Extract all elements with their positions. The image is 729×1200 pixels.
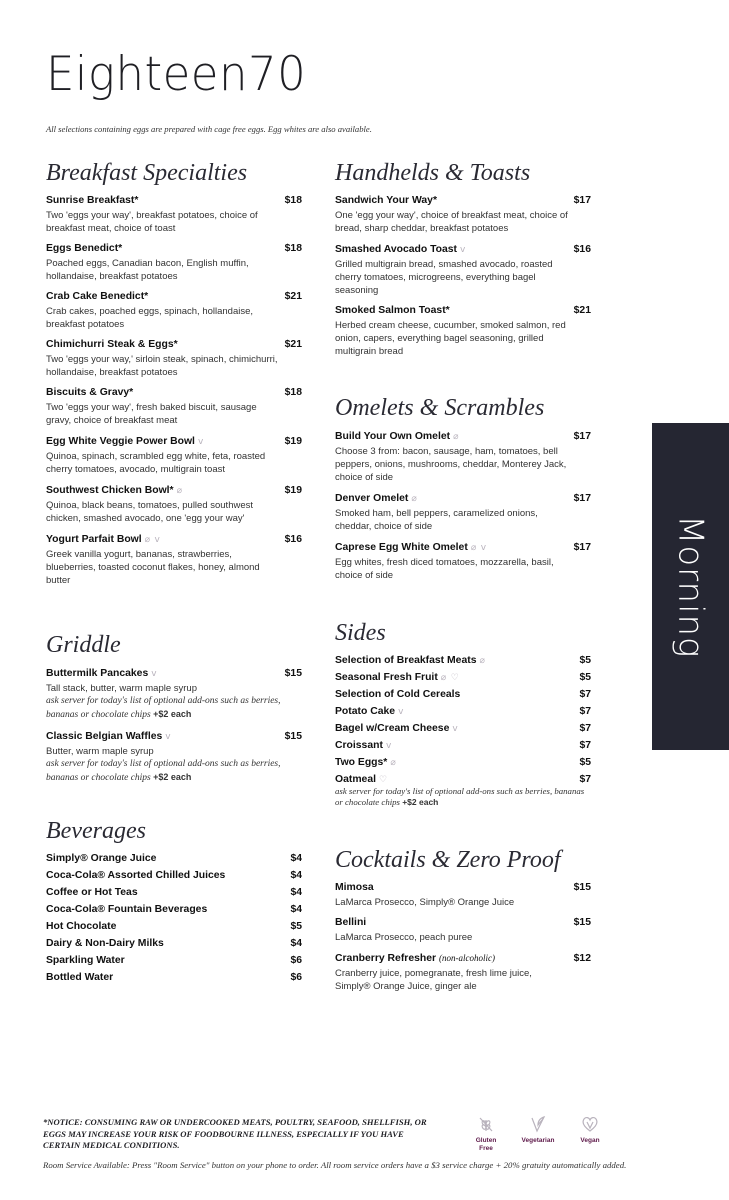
menu-item bbox=[46, 954, 302, 967]
menu-item-description: Greek vanilla yogurt, bananas, strawberries, blueberries, toasted coconut flakes, honey, almond butter bbox=[46, 549, 260, 586]
menu-item-header bbox=[46, 666, 302, 681]
menu-item-description: Smoked ham, bell peppers, caramelized onions, cheddar, choice of side bbox=[335, 508, 538, 532]
menu-item-name-wrap bbox=[46, 242, 122, 256]
menu-item-addon-note bbox=[46, 758, 302, 785]
menu-item-header bbox=[335, 722, 591, 735]
menu-item-name: Potato Cake bbox=[335, 706, 396, 717]
menu-item-name: Selection of Breakfast Meats bbox=[335, 655, 477, 666]
menu-item-name-wrap bbox=[335, 194, 437, 208]
menu-item-name: Sunrise Breakfast* bbox=[46, 195, 139, 206]
addon-note-text: ask server for today's list of optional add-ons such as berries, bananas or chocolate chips bbox=[46, 759, 281, 783]
menu-item bbox=[335, 951, 591, 993]
menu-item-header bbox=[46, 483, 302, 498]
menu-item bbox=[46, 242, 302, 283]
menu-item-name: Two Eggs* bbox=[335, 757, 388, 768]
menu-item-name-wrap bbox=[335, 756, 397, 769]
section-title: Griddle bbox=[46, 632, 121, 658]
menu-item-price: $5 bbox=[290, 921, 302, 932]
diet-tags-icon: ⌀ bbox=[411, 493, 418, 503]
menu-item-price: $18 bbox=[284, 195, 302, 206]
menu-item-name-wrap bbox=[335, 688, 460, 701]
menu-item-header bbox=[46, 954, 302, 967]
menu-item bbox=[335, 739, 591, 752]
menu-item-description: Two 'eggs your way', fresh baked biscuit, sausage gravy, choice of breakfast meat bbox=[46, 402, 257, 426]
section-title: Omelets & Scrambles bbox=[335, 395, 545, 421]
menu-item-header bbox=[46, 903, 302, 916]
menu-item-name-wrap bbox=[46, 194, 138, 208]
menu-item-header bbox=[335, 491, 591, 506]
vegan-icon bbox=[580, 1114, 600, 1134]
menu-item-header bbox=[335, 881, 591, 895]
menu-item-price: $17 bbox=[573, 431, 591, 442]
menu-item bbox=[46, 852, 302, 865]
menu-item-description: Tall stack, butter, warm maple syrup bbox=[46, 683, 197, 694]
diet-tags-icon: ⅴ bbox=[398, 706, 405, 716]
menu-item-header bbox=[335, 916, 591, 930]
menu-item-price: $5 bbox=[579, 672, 591, 683]
menu-item-price: $16 bbox=[573, 244, 591, 255]
menu-item-name-wrap bbox=[46, 852, 156, 865]
menu-item bbox=[46, 338, 302, 379]
menu-item-name: Smashed Avocado Toast bbox=[335, 244, 458, 255]
morning-tab bbox=[652, 423, 729, 750]
diet-tags-icon: ⅴ bbox=[452, 723, 459, 733]
menu-item-description: Choose 3 from: bacon, sausage, ham, tomatoes, bell peppers, onions, mushrooms, cheddar, Monterey Jack, choice of side bbox=[335, 446, 567, 483]
diet-tags-icon: ⌀ bbox=[390, 757, 397, 767]
menu-item-header bbox=[335, 429, 591, 444]
section-omelets bbox=[335, 395, 591, 589]
menu-item-header bbox=[46, 434, 302, 449]
menu-item-price: $15 bbox=[284, 668, 302, 679]
menu-item-price: $4 bbox=[290, 870, 302, 881]
menu-item-price: $19 bbox=[284, 485, 302, 496]
menu-item-name-wrap bbox=[46, 903, 207, 916]
menu-item-header bbox=[335, 739, 591, 752]
diet-tags-icon: ⅴ bbox=[385, 740, 393, 750]
menu-item-price: $7 bbox=[579, 740, 591, 751]
menu-item-description: Grilled multigrain bread, smashed avocado, roasted cherry tomatoes, microgreens, everything bagel seasoning bbox=[335, 259, 553, 296]
menu-item-name-wrap bbox=[335, 722, 459, 735]
menu-item-name: Build Your Own Omelet bbox=[335, 431, 451, 442]
menu-item-price: $19 bbox=[284, 436, 302, 447]
menu-item bbox=[46, 386, 302, 427]
menu-item-price: $16 bbox=[284, 534, 302, 545]
section-title: Cocktails & Zero Proof bbox=[335, 847, 561, 873]
menu-item bbox=[46, 483, 302, 525]
menu-item-name: Caprese Egg White Omelet bbox=[335, 542, 468, 553]
menu-item-price: $12 bbox=[573, 953, 591, 964]
menu-item-price: $17 bbox=[573, 493, 591, 504]
section-cocktails bbox=[335, 847, 591, 1000]
menu-item bbox=[46, 666, 302, 722]
menu-item-addon-note bbox=[335, 786, 591, 808]
diet-tags-icon: ⌀ bbox=[176, 485, 184, 495]
menu-item-name-wrap bbox=[335, 739, 392, 752]
menu-item-header bbox=[46, 194, 302, 208]
menu-item-name-wrap bbox=[46, 386, 133, 400]
menu-item bbox=[335, 654, 591, 667]
section-title: Handhelds & Toasts bbox=[335, 160, 531, 186]
menu-item-name: Bottled Water bbox=[46, 972, 114, 983]
menu-item-description: Butter, warm maple syrup bbox=[46, 746, 154, 757]
menu-item-name-wrap bbox=[46, 483, 183, 498]
menu-item bbox=[335, 540, 591, 582]
menu-item-description: Two 'eggs your way,' sirloin steak, spinach, chimichurri, hollandaise, breakfast potatoes bbox=[46, 354, 278, 378]
menu-item-price: $15 bbox=[573, 882, 591, 893]
menu-item bbox=[335, 491, 591, 533]
menu-item-name-wrap bbox=[335, 671, 460, 684]
menu-item-name-wrap bbox=[335, 705, 404, 718]
diet-tags-icon: ⌀ ⅴ bbox=[144, 534, 161, 544]
vegetarian-icon bbox=[528, 1114, 548, 1134]
menu-item-name: Egg White Veggie Power Bowl bbox=[46, 436, 195, 447]
menu-item-price: $17 bbox=[573, 542, 591, 553]
menu-item-header bbox=[335, 951, 591, 966]
menu-item-description: Herbed cream cheese, cucumber, smoked salmon, red onion, capers, everything bagel seasoning, grilled multigrain bread bbox=[335, 320, 566, 357]
menu-item-name: Classic Belgian Waffles bbox=[46, 731, 163, 742]
section-title: Breakfast Specialties bbox=[46, 160, 248, 186]
menu-item-header bbox=[46, 386, 302, 400]
diet-tags-icon: ⅴ bbox=[460, 244, 467, 254]
menu-item-header bbox=[46, 971, 302, 984]
diet-tags-icon: ♡ bbox=[379, 774, 389, 784]
diet-tags-icon: ⌀ bbox=[453, 431, 460, 441]
diet-tags-icon: ⌀ bbox=[479, 655, 486, 665]
diet-tags-icon: ⅴ bbox=[151, 668, 158, 678]
menu-item-name-wrap bbox=[335, 916, 366, 930]
menu-item-name: Eggs Benedict* bbox=[46, 243, 123, 254]
menu-item-name-wrap bbox=[335, 773, 388, 786]
legend-gluten-free bbox=[460, 1114, 512, 1153]
menu-item-name-wrap bbox=[335, 429, 460, 444]
menu-item-addon-note bbox=[46, 695, 302, 722]
menu-item-name-wrap bbox=[46, 920, 116, 933]
section-handhelds bbox=[335, 160, 591, 365]
menu-item bbox=[335, 429, 591, 484]
menu-item-name-note: (non-alcoholic) bbox=[438, 953, 495, 963]
menu-item-description: LaMarca Prosecco, Simply® Orange Juice bbox=[335, 897, 515, 908]
menu-item-price: $5 bbox=[579, 655, 591, 666]
menu-item-name-wrap bbox=[46, 338, 178, 352]
menu-item-name: Coffee or Hot Teas bbox=[46, 887, 138, 898]
menu-item bbox=[335, 688, 591, 701]
menu-item bbox=[335, 671, 591, 684]
section-griddle bbox=[46, 632, 302, 792]
menu-item-price: $18 bbox=[284, 243, 302, 254]
menu-item bbox=[335, 916, 591, 944]
menu-item-name: Crab Cake Benedict* bbox=[46, 291, 149, 302]
menu-item-header bbox=[46, 532, 302, 547]
menu-item-price: $7 bbox=[579, 723, 591, 734]
menu-item-name: Hot Chocolate bbox=[46, 921, 117, 932]
menu-item-price: $17 bbox=[573, 195, 591, 206]
addon-price: +$2 each bbox=[153, 772, 192, 782]
menu-item-name: Croissant bbox=[335, 740, 383, 751]
intro-note: All selections containing eggs are prepared with cage free eggs. Egg whites are also available. bbox=[46, 124, 372, 134]
section-title: Sides bbox=[335, 620, 386, 646]
menu-item bbox=[335, 756, 591, 769]
menu-item bbox=[335, 242, 591, 297]
menu-item-price: $18 bbox=[284, 387, 302, 398]
menu-item bbox=[46, 869, 302, 882]
menu-item bbox=[335, 304, 591, 358]
addon-note-text: ask server for today's list of optional add-ons such as berries, bananas or chocolate chips bbox=[46, 696, 281, 720]
menu-item bbox=[46, 937, 302, 950]
menu-item-description: Quinoa, black beans, tomatoes, pulled southwest chicken, smashed avocado, one 'egg your way' bbox=[46, 500, 254, 524]
menu-item-header bbox=[46, 290, 302, 304]
section-beverages bbox=[46, 818, 302, 988]
menu-item-name: Simply® Orange Juice bbox=[46, 853, 157, 864]
menu-item-price: $4 bbox=[290, 938, 302, 949]
menu-item-header bbox=[335, 242, 591, 257]
menu-item-name: Biscuits & Gravy* bbox=[46, 387, 134, 398]
menu-item-header bbox=[46, 869, 302, 882]
gluten-free-icon bbox=[476, 1114, 496, 1134]
addon-price: +$2 each bbox=[402, 797, 439, 807]
menu-item bbox=[335, 722, 591, 735]
menu-item-name: Seasonal Fresh Fruit bbox=[335, 672, 438, 683]
menu-item-name-wrap bbox=[46, 937, 164, 950]
menu-item-header bbox=[335, 194, 591, 208]
menu-item bbox=[46, 886, 302, 899]
menu-item-header bbox=[335, 654, 591, 667]
menu-item-header bbox=[46, 242, 302, 256]
menu-item-description: LaMarca Prosecco, peach puree bbox=[335, 932, 473, 943]
menu-item-header bbox=[335, 756, 591, 769]
menu-item-name-wrap bbox=[335, 491, 418, 506]
menu-item bbox=[46, 920, 302, 933]
menu-item-name: Denver Omelet bbox=[335, 493, 409, 504]
menu-item-name-wrap bbox=[46, 434, 204, 449]
menu-item-name: Sandwich Your Way* bbox=[335, 195, 438, 206]
menu-item bbox=[46, 903, 302, 916]
menu-item-name: Coca-Cola® Assorted Chilled Juices bbox=[46, 870, 226, 881]
legend-label: Vegetarian bbox=[521, 1137, 555, 1144]
menu-item-description: Poached eggs, Canadian bacon, English muffin, hollandaise, breakfast potatoes bbox=[46, 258, 249, 282]
menu-item bbox=[46, 434, 302, 476]
menu-item bbox=[46, 194, 302, 235]
menu-item-description: One 'egg your way', choice of breakfast meat, choice of bread, sharp cheddar, breakfast potatoes bbox=[335, 210, 568, 234]
menu-item-name: Selection of Cold Cereals bbox=[335, 689, 461, 700]
menu-item-name: Dairy & Non-Dairy Milks bbox=[46, 938, 164, 949]
menu-item bbox=[335, 194, 591, 235]
menu-item bbox=[335, 773, 591, 808]
menu-item-header bbox=[335, 773, 591, 786]
addon-price: +$2 each bbox=[153, 709, 192, 719]
menu-item-description: Cranberry juice, pomegranate, fresh lime juice, Simply® Orange Juice, ginger ale bbox=[335, 968, 532, 992]
menu-item-name-wrap bbox=[46, 971, 113, 984]
menu-item-name-wrap bbox=[46, 886, 138, 899]
foodborne-notice: *NOTICE: CONSUMING RAW OR UNDERCOOKED MEATS, POULTRY, SEAFOOD, SHELLFISH, OR EGGS MAY INCREASE YOUR RISK OF FOODBOURNE ILLNESS, ESPECIALLY IF YOU HAVE CERTAIN MEDICAL CONDITIONS. bbox=[43, 1117, 427, 1150]
section-title: Beverages bbox=[46, 818, 146, 844]
menu-item-price: $4 bbox=[290, 904, 302, 915]
legend-vegan bbox=[564, 1114, 616, 1153]
menu-item-price: $21 bbox=[284, 291, 302, 302]
menu-item-name: Oatmeal bbox=[335, 774, 377, 785]
menu-item-name: Coca-Cola® Fountain Beverages bbox=[46, 904, 208, 915]
menu-item-description: Quinoa, spinach, scrambled egg white, feta, roasted cherry tomatoes, avocado, multigrain toast bbox=[46, 451, 266, 475]
menu-item-price: $4 bbox=[290, 887, 302, 898]
menu-item-header bbox=[46, 852, 302, 865]
menu-item-price: $6 bbox=[290, 955, 302, 966]
menu-item-name-wrap bbox=[46, 954, 125, 967]
menu-item-price: $15 bbox=[284, 731, 302, 742]
menu-item-price: $21 bbox=[573, 305, 591, 316]
diet-tags-icon: ⌀ ⅴ bbox=[470, 542, 488, 552]
menu-item-header bbox=[46, 920, 302, 933]
menu-item-name: Cranberry Refresher bbox=[335, 953, 437, 964]
addon-note-text: ask server for today's list of optional add-ons such as berries, bananas or chocolate chips bbox=[335, 786, 585, 807]
menu-item-name-wrap bbox=[46, 869, 225, 882]
menu-item bbox=[46, 532, 302, 587]
menu-item-header bbox=[46, 937, 302, 950]
menu-item-header bbox=[335, 304, 591, 318]
morning-tab-label: Morning bbox=[670, 514, 711, 659]
menu-item-name-wrap bbox=[335, 951, 495, 966]
menu-item-name: Chimichurri Steak & Eggs* bbox=[46, 339, 178, 350]
section-breakfast bbox=[46, 160, 302, 594]
menu-item-description: Crab cakes, poached eggs, spinach, hollandaise, breakfast potatoes bbox=[46, 306, 254, 330]
menu-item-header bbox=[46, 886, 302, 899]
menu-item-price: $5 bbox=[579, 757, 591, 768]
legend-vegetarian bbox=[512, 1114, 564, 1153]
menu-item-name-wrap bbox=[335, 304, 450, 318]
menu-item-name: Southwest Chicken Bowl* bbox=[46, 485, 174, 496]
menu-item bbox=[335, 705, 591, 718]
menu-item-name-wrap bbox=[46, 532, 161, 547]
menu-item-name-wrap bbox=[335, 654, 486, 667]
menu-item-description: Two 'eggs your way', breakfast potatoes, choice of breakfast meat, choice of toast bbox=[46, 210, 258, 234]
menu-item-price: $4 bbox=[290, 853, 302, 864]
menu-item-header bbox=[335, 688, 591, 701]
menu-item-name-wrap bbox=[335, 540, 487, 555]
menu-item-price: $21 bbox=[284, 339, 302, 350]
section-sides bbox=[335, 620, 591, 812]
menu-item-name-wrap bbox=[335, 881, 374, 895]
menu-item bbox=[46, 290, 302, 331]
menu-item-name-wrap bbox=[335, 242, 466, 257]
menu-item bbox=[46, 971, 302, 984]
diet-tags-icon: ⅴ bbox=[197, 436, 205, 446]
legend-label: Vegan bbox=[580, 1137, 600, 1144]
menu-item bbox=[46, 729, 302, 785]
menu-item-header bbox=[335, 705, 591, 718]
menu-item-header bbox=[46, 338, 302, 352]
menu-item-name: Mimosa bbox=[335, 882, 374, 893]
menu-item-price: $7 bbox=[579, 706, 591, 717]
menu-item-price: $7 bbox=[579, 774, 591, 785]
menu-item-name-wrap bbox=[46, 666, 158, 681]
menu-item-name-wrap bbox=[46, 290, 148, 304]
diet-tags-icon: ⅴ bbox=[165, 731, 172, 741]
legend-label: Gluten Free bbox=[475, 1137, 497, 1152]
menu-item-name: Bagel w/Cream Cheese bbox=[335, 723, 450, 734]
menu-item-price: $6 bbox=[290, 972, 302, 983]
menu-item-name-wrap bbox=[46, 729, 172, 744]
menu-item-price: $7 bbox=[579, 689, 591, 700]
room-service-note: Room Service Available: Press "Room Service" button on your phone to order. All room service orders have a $3 service charge + 20% gratuity automatically added. bbox=[43, 1160, 627, 1170]
brand-title: Eighteen70 bbox=[46, 46, 307, 102]
menu-item-price: $15 bbox=[573, 917, 591, 928]
menu-item-name: Bellini bbox=[335, 917, 367, 928]
menu-item-header bbox=[335, 671, 591, 684]
diet-legend bbox=[460, 1114, 616, 1153]
menu-item-description: Egg whites, fresh diced tomatoes, mozzarella, basil, choice of side bbox=[335, 557, 554, 581]
menu-item bbox=[335, 881, 591, 909]
menu-item-name: Buttermilk Pancakes bbox=[46, 668, 149, 679]
menu-item-header bbox=[335, 540, 591, 555]
menu-item-name: Sparkling Water bbox=[46, 955, 125, 966]
menu-item-header bbox=[46, 729, 302, 744]
menu-item-name: Smoked Salmon Toast* bbox=[335, 305, 450, 316]
menu-item-name: Yogurt Parfait Bowl bbox=[46, 534, 142, 545]
diet-tags-icon: ⌀ ♡ bbox=[440, 672, 460, 682]
